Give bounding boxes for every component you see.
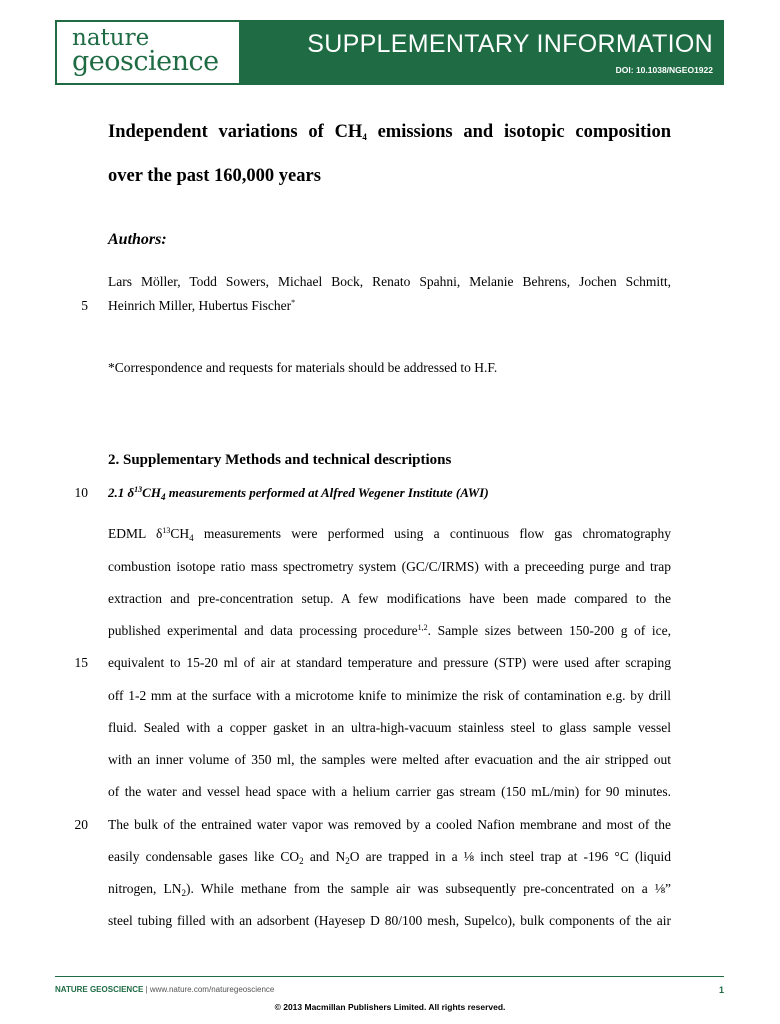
footer-divider bbox=[55, 976, 724, 977]
logo-line-2: geoscience bbox=[72, 46, 219, 77]
body-line: published experimental and data processing procedure$^{1,2}$. Sample sizes between 150-200 g of ice, bbox=[108, 623, 672, 638]
body-line: steel tubing filled with an adsorbent (Hayesep D 80/100 mesh, Supelco), bulk components of the air bbox=[108, 913, 671, 928]
doi-label: DOI: 10.1038/NGEO1922 bbox=[615, 65, 713, 75]
line-number: 10 bbox=[74, 485, 88, 500]
body-line: EDML $\delta^{13}CH_4$ measurements were performed using a continuous flow gas chromatography bbox=[108, 526, 671, 543]
line-number: 5 bbox=[81, 298, 88, 313]
authors-line-1: Lars Möller, Todd Sowers, Michael Bock, Renato Spahni, Melanie Behrens, Jochen Schmitt, bbox=[108, 274, 671, 289]
body-line: with an inner volume of 350 ml, the samples were melted after evacuation and the air stripped out bbox=[108, 752, 671, 767]
correspondence-note: *Correspondence and requests for materials should be addressed to H.F. bbox=[108, 360, 498, 375]
section-heading: 2. Supplementary Methods and technical descriptions bbox=[108, 452, 452, 468]
subsection-heading: 2.1 $\delta^{13}CH_4$ measurements performed at Alfred Wegener Institute (AWI) bbox=[108, 485, 489, 502]
footer-url[interactable]: | www.nature.com/naturegeoscience bbox=[143, 985, 275, 994]
body-line: equivalent to 15-20 ml of air at standard temperature and pressure (STP) were used after scraping bbox=[108, 655, 671, 670]
body-line: easily condensable gases like $CO_2$ and $N_2O$ are trapped in a ⅛ inch steel trap at -196 °C (liquid bbox=[108, 849, 671, 866]
body-line: of the water and vessel head space with a helium carrier gas stream (150 mL/min) for 90 minutes. bbox=[108, 784, 671, 799]
body-line: off 1-2 mm at the surface with a microtome knife to minimize the risk of contamination e.g. by drill bbox=[108, 688, 671, 703]
footer-brand: NATURE GEOSCIENCE bbox=[55, 985, 144, 994]
footer-journal bbox=[55, 985, 274, 994]
logo-line-1: nature bbox=[72, 25, 150, 51]
body-line: extraction and pre-concentration setup. A few modifications have been made compared to the bbox=[108, 591, 671, 606]
authors-line-2: Heinrich Miller, Hubertus Fischer* bbox=[108, 298, 296, 313]
copyright-notice: © 2013 Macmillan Publishers Limited. All rights reserved. bbox=[274, 1002, 506, 1012]
body-line: nitrogen, $LN_2$). While methane from the sample air was subsequently pre-concentrated on a ⅛” bbox=[108, 881, 671, 898]
header-banner bbox=[55, 20, 724, 85]
journal-logo bbox=[57, 22, 239, 83]
banner-title: SUPPLEMENTARY INFORMATION bbox=[307, 30, 713, 58]
paper-title-line-1: Independent variations of $CH_4$ emissions and isotopic composition bbox=[108, 122, 671, 142]
page-number: 1 bbox=[718, 985, 724, 995]
line-number: 15 bbox=[74, 655, 88, 670]
body-line: combustion isotope ratio mass spectrometry system (GC/C/IRMS) with a preceeding purge and trap bbox=[108, 559, 671, 574]
body-line: fluid. Sealed with a copper gasket in an ultra-high-vacuum stainless steel to glass sample vessel bbox=[108, 720, 671, 735]
paper-title-line-2: over the past 160,000 years bbox=[108, 166, 321, 186]
authors-heading: Authors: bbox=[108, 231, 167, 248]
line-number: 20 bbox=[74, 817, 88, 832]
body-line: The bulk of the entrained water vapor was removed by a cooled Nafion membrane and most of the bbox=[108, 817, 671, 832]
